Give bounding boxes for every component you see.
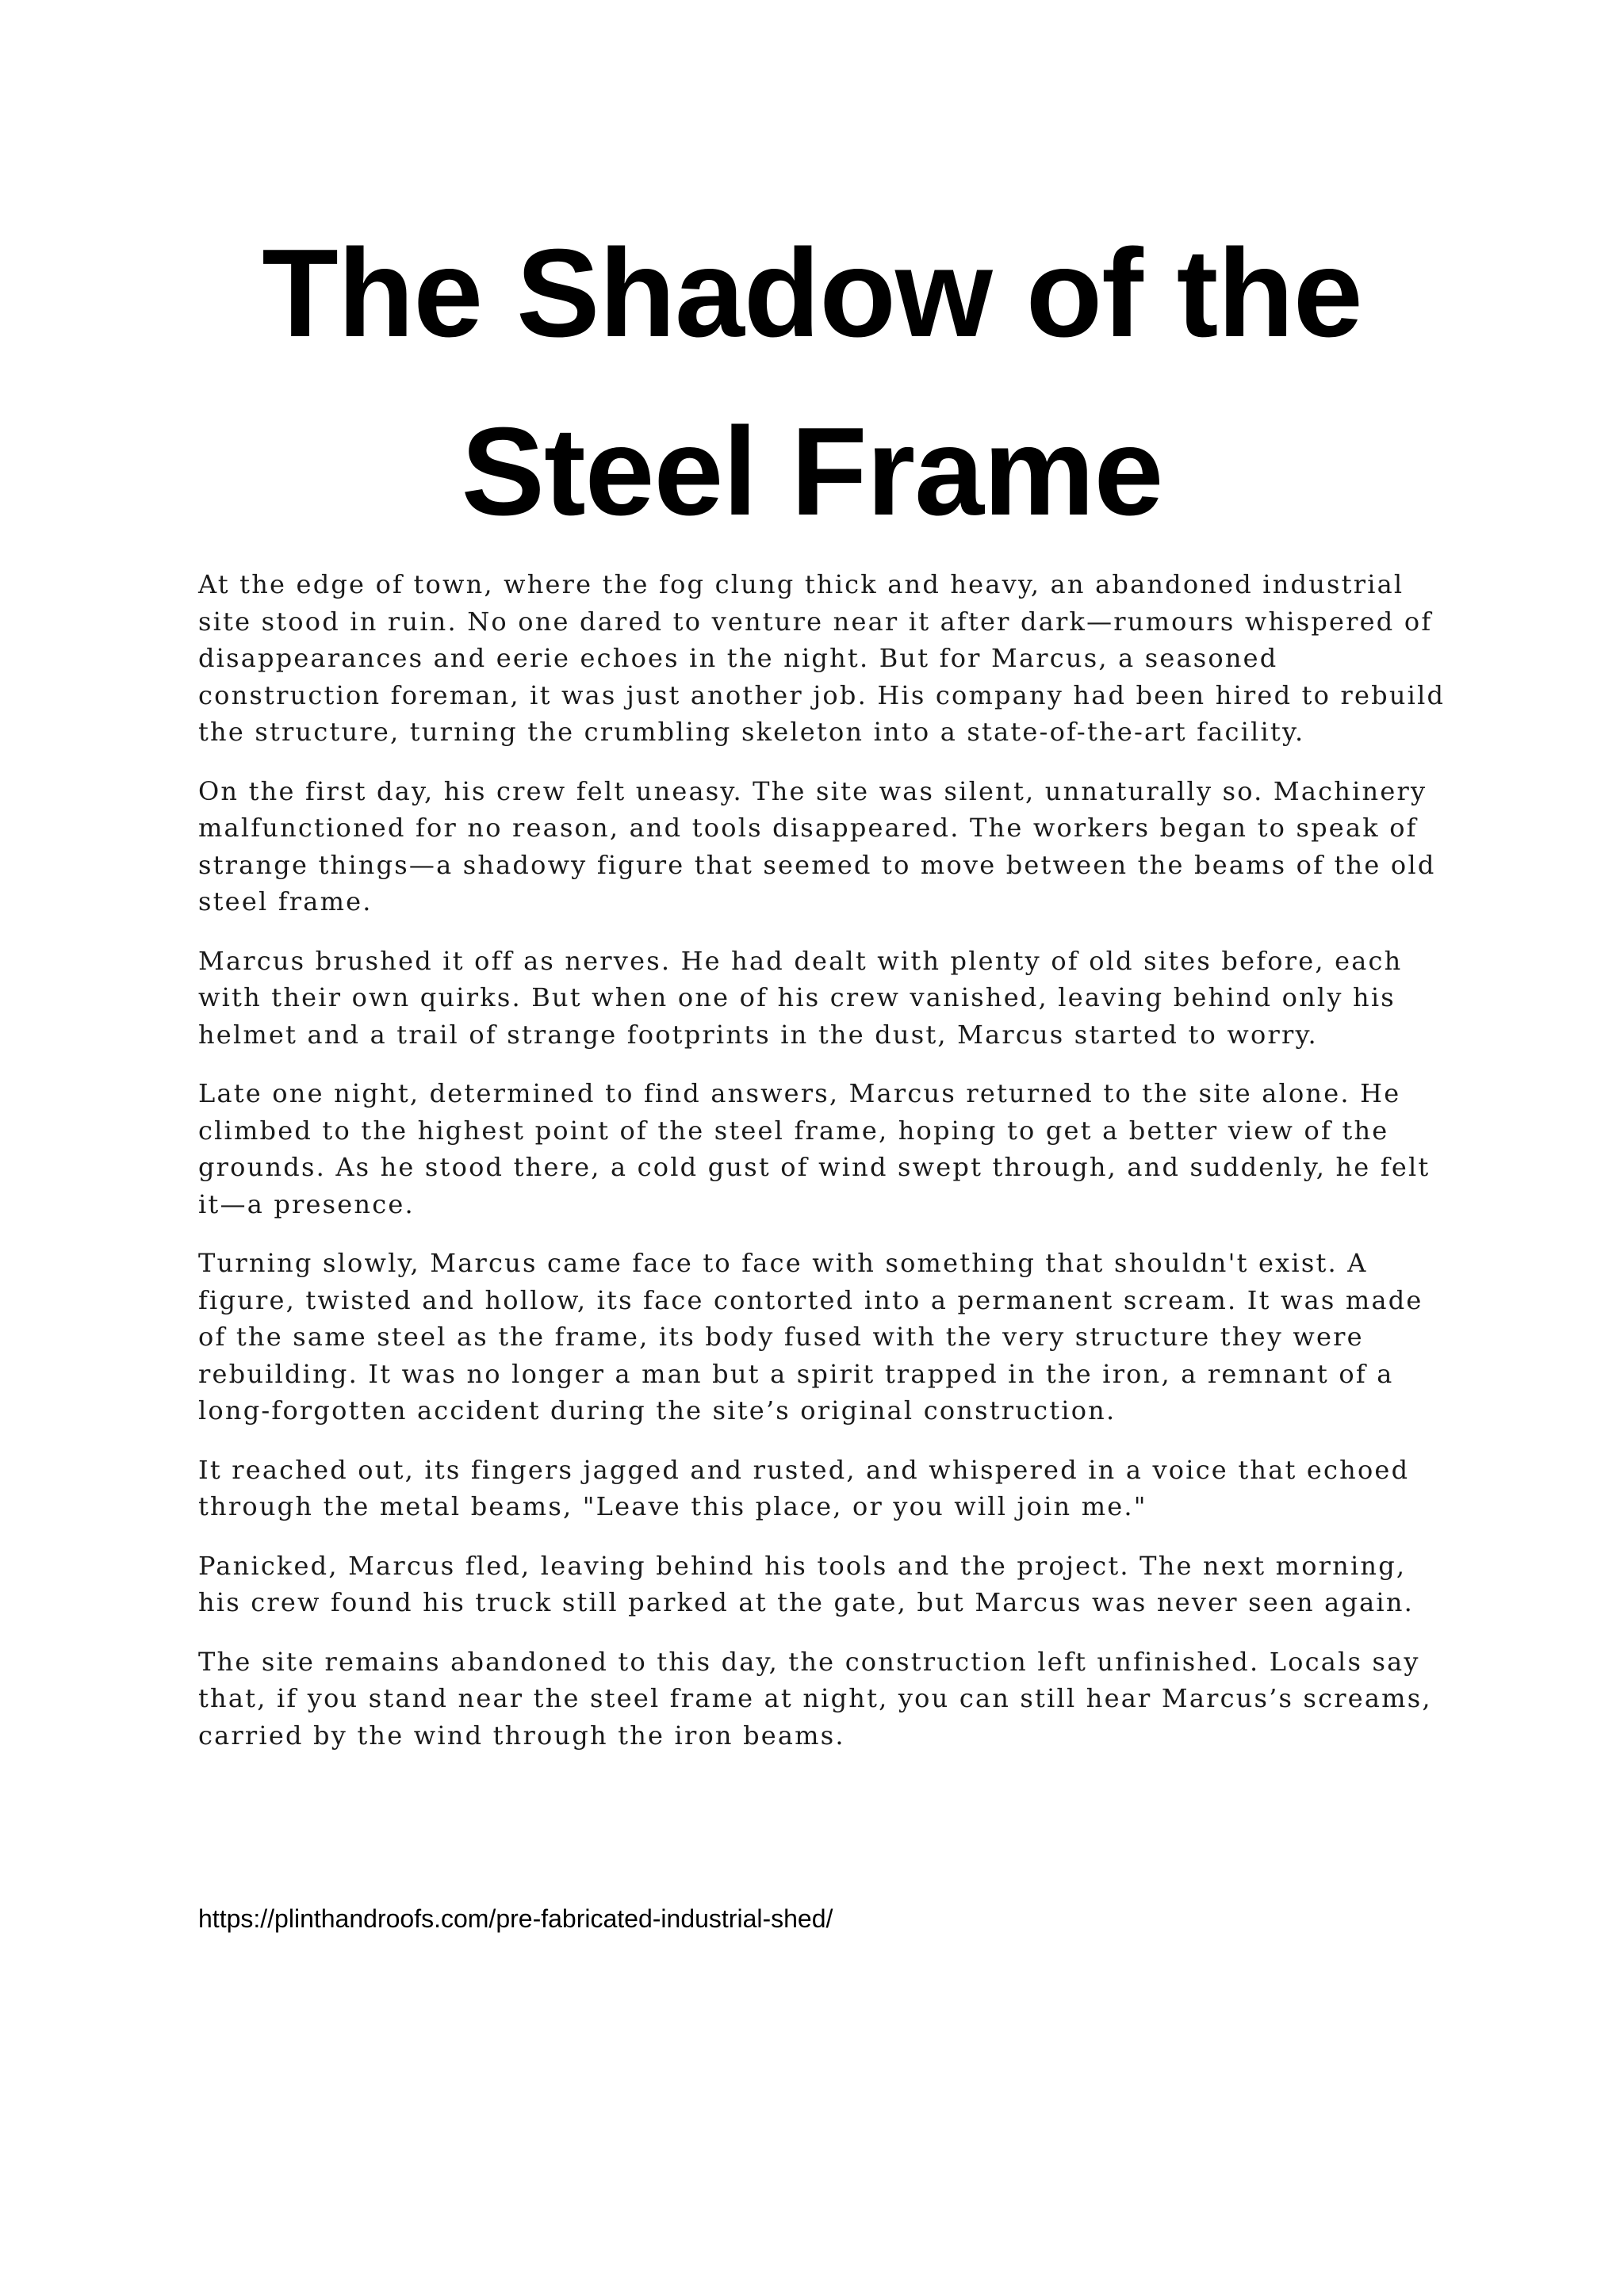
document-body — [198, 566, 1451, 1776]
paragraph-2: On the first day, his crew felt uneasy. The site was silent, unnaturally so. Machinery malfunctioned for no reason, and tools disappeared. The workers began to speak of strange things—a shadowy figure that seemed to move between the beams of the old steel frame. — [198, 775, 1436, 916]
paragraph-7: Panicked, Marcus fled, leaving behind his tools and the project. The next morning, his crew found his truck still parked at the gate, but Marcus was never seen again. — [198, 1550, 1415, 1617]
paragraph-1: At the edge of town, where the fog clung thick and heavy, an abandoned industrial site stood in ruin. No one dared to venture near it after dark—rumours whispered of disappearances and eerie echoes in the night. But for Marcus, a seasoned construction foreman, it was just another job. His company had been hired to rebuild the structure, turning the crumbling skeleton into a state-of-the-art facility. — [198, 569, 1446, 747]
paragraph-8: The site remains abandoned to this day, the construction left unfinished. Locals say that, if you stand near the steel frame at night, you can still hear Marcus’s screams, carried by the wind through the iron beams. — [198, 1646, 1432, 1751]
paragraph-6: It reached out, its fingers jagged and rusted, and whispered in a voice that echoed through the metal beams, "Leave this place, or you will join me." — [198, 1454, 1410, 1521]
paragraph-5: Turning slowly, Marcus came face to face with something that shouldn't exist. A figure, twisted and hollow, its face contorted into a permanent scream. It was made of the same steel as the frame, its body fused with the very structure they were rebuilding. It was no longer a man but a spirit trapped in the iron, a remnant of a long-forgotten accident during the site’s original construction. — [198, 1248, 1423, 1425]
source-link[interactable]: https://plinthandroofs.com/pre-fabricated-industrial-shed/ — [198, 1904, 833, 1933]
paragraph-3: Marcus brushed it off as nerves. He had dealt with plenty of old sites before, each with their own quirks. But when one of his crew vanished, leaving behind only his helmet and a trail of strange footprints in the dust, Marcus started to worry. — [198, 945, 1403, 1050]
document-title: The Shadow of the Steel Frame — [262, 224, 1362, 541]
paragraph-4: Late one night, determined to find answers, Marcus returned to the site alone. He climbed to the highest point of the steel frame, hoping to get a better view of the grounds. As he stood there, a cold gust of wind swept through, and suddenly, he felt it—a presence. — [198, 1078, 1431, 1219]
